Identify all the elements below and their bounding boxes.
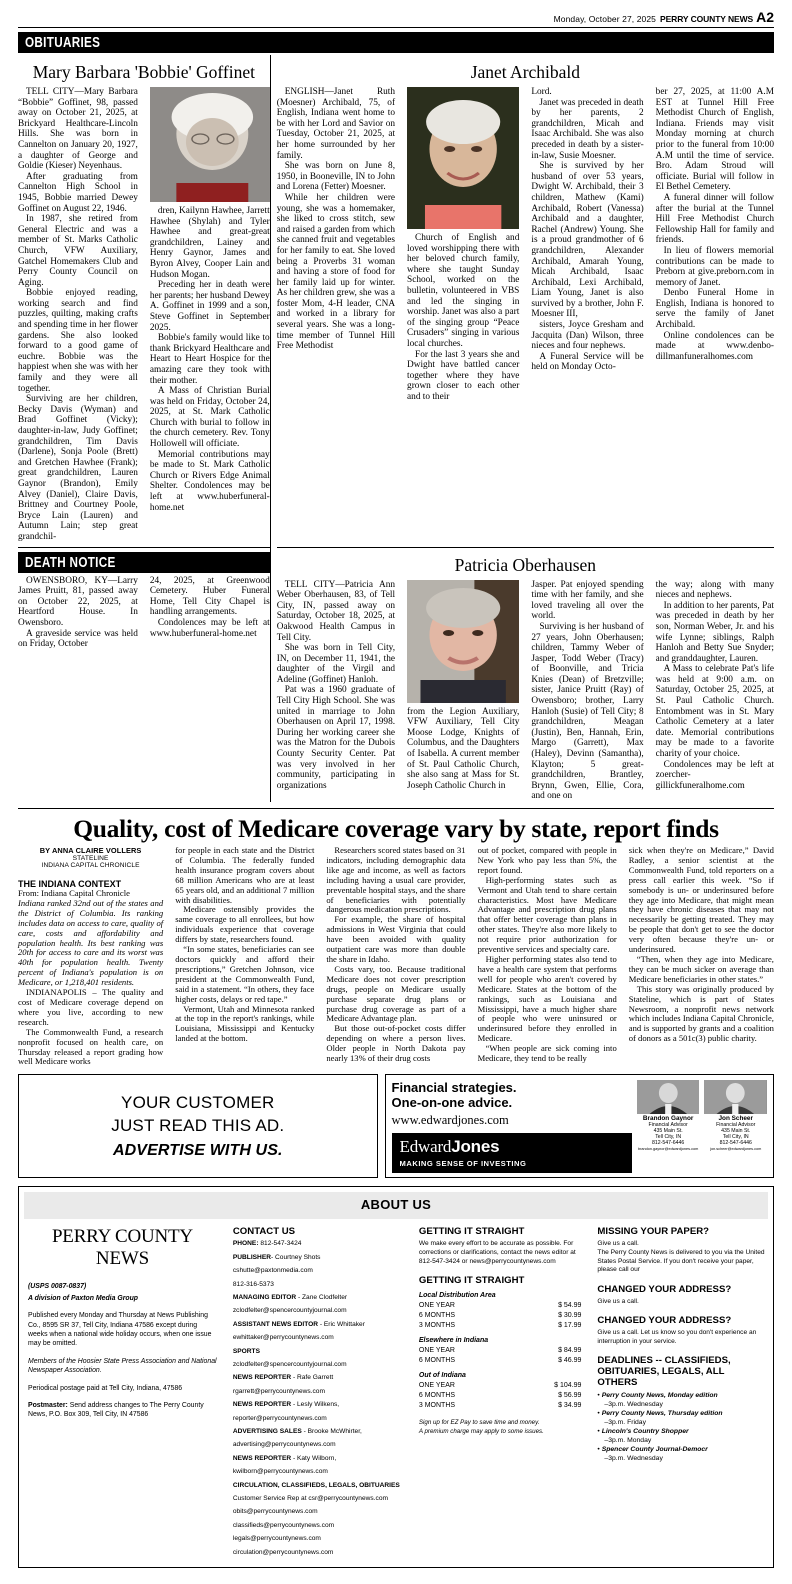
premium-charge-note: A premium charge may apply to some issues. bbox=[418, 1427, 544, 1435]
feature-para: The Commonwealth Fund, a research nonprofit focused on health care, on Thursday released a report grading how well Medicare works bbox=[18, 1026, 164, 1067]
rate-row bbox=[419, 1401, 582, 1411]
contact-value: legals@perrycountynews.com bbox=[232, 1535, 321, 1543]
advisor-card bbox=[704, 1080, 767, 1173]
rate-price: $ 34.99 bbox=[558, 1402, 582, 1410]
deadline-publication bbox=[597, 1391, 766, 1400]
obit-para: Memorial contributions may be made to St. Mark Catholic Church or Rivers Edge Animal Shelter. Condolences may be left at www.huberfuneral-home.net bbox=[149, 449, 270, 513]
contact-value: - Lesly Wilkens, bbox=[291, 1401, 340, 1409]
contact-entry bbox=[233, 1240, 403, 1248]
feature-byline-source: STATELINE bbox=[72, 855, 109, 862]
obit-para: A Mass of Christian Burial was held on Friday, October 24, 2025, at St. Mark Catholic Church with burial to follow in the church cemetery. Rev. Tony Hollowell will officiate. bbox=[149, 386, 270, 450]
rate-term: 6 MONTHS bbox=[418, 1357, 456, 1365]
feature-kicker: THE INDIANA CONTEXT bbox=[18, 879, 122, 889]
obit-para: dren, Kailynn Hawhee, Jarrett Hawhee (Shylah) and Tyler Hawhee and great-great grandchildren, Lainey and Henry Gaynor, James and Byron Alvey, Cooper Lain and Hudson Mogan. bbox=[149, 206, 270, 280]
contact-value: - Courtney Shots bbox=[270, 1253, 321, 1261]
contact-label: ASSISTANT NEWS EDITOR bbox=[232, 1320, 318, 1328]
death-notice-para: Condolences may be left at www.huberfuneral-home.net bbox=[149, 617, 270, 639]
section-divider bbox=[277, 547, 774, 548]
rate-term: 3 MONTHS bbox=[418, 1402, 456, 1410]
contact-label: PHONE: bbox=[232, 1240, 259, 1248]
obit-para: Surviving is her husband of 27 years, John Oberhausen; children, Tammy Weber of Jasper, Todd Weber (Tracy) of Boonville, and Tricia Knies (Dean) of Bretzville; sister, Janice Pruitt (Ray) of Owensboro; brother, Larry Hanloh (Susie) of Tell City; 8 grandchildren, Meagan (Justin), Ben, Hannah, Erin, Margo (Garrett), Max (Haley), Devinn (Samantha), Klayton; 5 great-grandchildren, Brantley, Brynn, Gwen, Ellie, Cora, and one on bbox=[531, 621, 644, 802]
obit-para: Condolences may be left at zoercher-gillickfuneralhome.com bbox=[655, 759, 774, 791]
obituary-oberhausen bbox=[270, 543, 774, 802]
obit-row-1 bbox=[18, 55, 774, 543]
obit-para: A Funeral Service will be held on Monday Octo- bbox=[531, 351, 644, 373]
ej-logo-tagline: MAKING SENSE OF INVESTING bbox=[399, 1159, 527, 1169]
contact-entry bbox=[233, 1374, 403, 1382]
feature-para: Medicare ostensibly provides the same coverage to all enrollees, but how individuals experience that coverage differs by state, researchers found. bbox=[175, 904, 315, 945]
deadline-time: –3p.m. Wednesday bbox=[604, 1455, 663, 1463]
contact-value: Customer Service Rep at csr@perrycountynews.com bbox=[232, 1495, 388, 1503]
contact-value: - Zane Clodfelter bbox=[296, 1293, 348, 1301]
about-service-col bbox=[589, 1226, 768, 1562]
rate-row bbox=[419, 1311, 582, 1321]
subscription-rates bbox=[419, 1292, 582, 1411]
obit-para: In lieu of flowers memorial contributions can be made to Preborn at give.preborn.com in memory of Janet. bbox=[655, 245, 774, 288]
contact-value: classifieds@perrycountynews.com bbox=[232, 1521, 335, 1529]
ez-pay-note: Sign up for EZ Pay to save time and money. bbox=[418, 1419, 540, 1427]
contact-entry bbox=[233, 1361, 403, 1369]
header-rule bbox=[18, 27, 774, 28]
rate-term: 3 MONTHS bbox=[418, 1322, 456, 1330]
contact-us-heading: CONTACT US bbox=[232, 1226, 296, 1238]
obit-para: Denbo Funeral Home in English, Indiana is honored to serve the family of Janet Archibald. bbox=[655, 288, 774, 331]
death-notice-para: A graveside service was held on Friday, October bbox=[18, 628, 138, 650]
contact-entry bbox=[233, 1495, 403, 1503]
contact-entry bbox=[233, 1468, 403, 1476]
about-us-box bbox=[18, 1186, 774, 1568]
feature-divider bbox=[18, 808, 774, 809]
deadline-publication bbox=[597, 1427, 766, 1436]
postage-statement: Periodical postage paid at Tell City, Indiana, 47586 bbox=[28, 1384, 183, 1392]
advisor-city: Tell City, IN bbox=[722, 1134, 749, 1141]
bullet-icon: • bbox=[597, 1410, 602, 1418]
missing-paper-line-2: The Perry County News is delivered to you via the United States Postal Service. If you don't receive your paper, please call our bbox=[597, 1248, 765, 1274]
rate-term: 6 MONTHS bbox=[418, 1312, 456, 1320]
ej-logo-word-2: Jones bbox=[451, 1137, 500, 1157]
ej-headline-2: One-on-one advice. bbox=[391, 1095, 513, 1111]
rate-row bbox=[419, 1301, 582, 1311]
contact-entry bbox=[233, 1388, 403, 1396]
contact-value: obits@perrycountynews.com bbox=[232, 1508, 318, 1516]
death-notice-para: 24, 2025, at Greenwood Cemetery. Huber Funeral Home, Tell City Chapel is handling arrangements. bbox=[149, 575, 270, 618]
obit-para: ENGLISH—Janet Ruth (Moesner) Archibald, 75, of English, Indiana went home to be with her Lord and Savior on Tuesday, October 21, 2025, at her home surrounded by her family. bbox=[276, 87, 396, 161]
rate-price: $ 84.99 bbox=[558, 1347, 582, 1355]
obit-para: TELL CITY—Mary Barbara “Bobbie” Goffinet, 98, passed away on October 21, 2025, at Brickyard Healthcare-Lincoln Hills. She was born in Cannelton on January 20, 1927, a daughter of George and Goldie (Kieser) Neyenhaus. bbox=[18, 87, 138, 172]
obit-para: ber 27, 2025, at 11:00 A.M EST at Tunnel Hill Free Methodist Church of English, Indiana. Friends may visit Monday morning at church prior to the funeral from 10:00 A.M until the time of service. Bro. Adam Stroud will officiate. Burial will follow in El Bethel Cemetery. bbox=[655, 87, 774, 193]
portrait-placeholder-icon bbox=[150, 87, 270, 202]
house-ad[interactable] bbox=[18, 1074, 378, 1178]
division-line: A division of Paxton Media Group bbox=[28, 1294, 139, 1302]
deadlines-list bbox=[597, 1391, 766, 1463]
contact-entry bbox=[233, 1281, 403, 1289]
obituary-goffinet bbox=[18, 55, 270, 543]
rate-term: ONE YEAR bbox=[418, 1382, 455, 1390]
feature-byline: BY ANNA CLAIRE VOLLERS bbox=[39, 846, 142, 855]
folio bbox=[18, 0, 774, 26]
obituaries-banner bbox=[18, 32, 774, 53]
deadline-time: –3p.m. Wednesday bbox=[604, 1401, 663, 1409]
ads-row bbox=[18, 1074, 774, 1178]
feature-para: “In some states, beneficiaries can see doctors quickly and afford their prescriptions,” Gretchen Johnson, vice president at the Commonwealth Fund, said in a statement. “In others, they face higher costs, delays or red tape.” bbox=[175, 944, 315, 1004]
advisor-photo-icon bbox=[704, 1080, 767, 1114]
obit-photo-archibald bbox=[407, 87, 519, 229]
publication-schedule: Published every Monday and Thursday at News Publishing Co., 8595 SR 37, Tell City, Indiana 47586 except during weeks when a national wide holiday occurs, when one issue may be omitted. bbox=[28, 1312, 212, 1348]
contact-entry bbox=[233, 1401, 403, 1409]
obit-para: For the last 3 years she and Dwight have battled cancer together where they have grown closer to each other and to their bbox=[407, 349, 520, 402]
deadline-time: –3p.m. Friday bbox=[604, 1419, 646, 1427]
association-memberships: Members of the Hoosier State Press Association and National Newspaper Association. bbox=[28, 1357, 217, 1375]
feature-para: Costs vary, too. Because traditional Medicare does not cover prescription drugs, people on Medicare usually purchase separate drug plans or purchase drug coverage as part of a Medicare Advantage plan. bbox=[326, 963, 466, 1024]
changed-address-text-1: Give us a call. bbox=[597, 1297, 639, 1305]
rate-price: $ 30.99 bbox=[558, 1312, 582, 1320]
ej-url[interactable]: www.edwardjones.com bbox=[391, 1113, 509, 1128]
feature-para: But those out-of-pocket costs differ depending on where a person lives. Older people in North Dakota pay nearly 13% of their drug costs bbox=[326, 1023, 466, 1064]
feature-byline-outlet: INDIANA CAPITAL CHRONICLE bbox=[41, 862, 140, 869]
obit-para: from the Legion Auxiliary, VFW Auxiliary, Tell City Moose Lodge, Knights of Columbus, and the Daughters of Isabella. A current member of St. Paul Catholic Church, she also sang at Mass for St. Joseph Catholic Church in bbox=[407, 706, 520, 791]
section-divider bbox=[18, 547, 270, 548]
contact-entry bbox=[233, 1535, 403, 1543]
changed-address-heading-2: CHANGED YOUR ADDRESS? bbox=[597, 1315, 732, 1327]
feature-para: Vermont, Utah and Minnesota ranked at the top in the report's rankings, while Louisiana, Mississippi and Kentucky landed at the bottom. bbox=[175, 1003, 315, 1044]
feature-para: For example, the share of hospital admissions in West Virginia that could have been avoided with quality outpatient care was more than double the share in Idaho. bbox=[326, 914, 466, 964]
feature-para: sick when they're on Medicare,” David Radley, a senior scientist at the Commonwealth Fund, told reporters on a press call earlier this week. “So if somebody is un- or underinsured before they age into Medicare, that might mean they have chronic diseases that may not necessarily be getting treated. They may be people that don't get to see the doctor very often because they're un- or underinsured. bbox=[628, 845, 774, 955]
obit-name-oberhausen: Patricia Oberhausen bbox=[454, 554, 597, 575]
contact-value: kwilborn@perrycountynews.com bbox=[232, 1468, 328, 1476]
obit-para: In 1987, she retired from General Electric and was a member of St. Marks Catholic Church, VFW Auxiliary, Gatchel Homemakers Club and Perry County Council on Aging. bbox=[18, 214, 138, 288]
contact-entry bbox=[233, 1348, 403, 1356]
rate-price: $ 46.99 bbox=[558, 1357, 582, 1365]
obit-name-goffinet: Mary Barbara 'Bobbie' Goffinet bbox=[32, 62, 255, 82]
rate-term: ONE YEAR bbox=[418, 1302, 455, 1310]
obit-para: Online condolences can be made at www.denbo-dillmanfuneralhomes.com bbox=[655, 330, 774, 362]
feature-para: INDIANAPOLIS – The quality and cost of Medicare coverage depend on where you live, according to new research. bbox=[18, 987, 164, 1027]
advisor-card bbox=[637, 1080, 700, 1173]
rate-price: $ 104.99 bbox=[554, 1382, 582, 1390]
contact-value: - Brooke McWhirter, bbox=[301, 1428, 362, 1435]
postmaster-statement bbox=[28, 1401, 217, 1420]
changed-address-heading-1: CHANGED YOUR ADDRESS? bbox=[597, 1283, 732, 1295]
rate-row bbox=[419, 1356, 582, 1366]
about-rates-col bbox=[411, 1226, 590, 1562]
obit-para: sisters, Joyce Gresham and Jacquita (Dan) Wilson, three nieces and four nephews. bbox=[531, 320, 644, 352]
feature-para: High-performing states such as Vermont and Utah tend to share certain characteristics. Most have Medicare Advantage and prescription drug plans that offer better coverage than plans in other states. They're also more likely to not require prior authorization for preventive services and specialty care. bbox=[477, 874, 617, 955]
deadline-time: –3p.m. Monday bbox=[604, 1437, 652, 1445]
obit-para: She was born in Tell City, IN, on December 11, 1941, the daughter of the Virgil and Adeline (Goffinet) Hanloh. bbox=[276, 643, 396, 685]
contact-label: PUBLISHER bbox=[232, 1253, 271, 1261]
contact-value: circulation@perrycountynews.com bbox=[232, 1548, 334, 1556]
obit-photo-oberhausen bbox=[407, 580, 519, 703]
portrait-placeholder-icon bbox=[407, 580, 519, 703]
advisor-email: jon.scheer@edwardjones.com bbox=[710, 1147, 762, 1152]
contact-label: ADVERTISING SALES bbox=[232, 1428, 302, 1435]
obit-photo-goffinet bbox=[150, 87, 270, 202]
contact-list bbox=[233, 1240, 403, 1557]
contact-value: - Eric Whittaker bbox=[318, 1320, 365, 1328]
feature-para: “Then, when they age into Medicare, they can be much sicker on average than Medicare beneficiaries in other states.” bbox=[628, 953, 774, 984]
obit-para: While her children were young, she was a homemaker, she liked to cross stitch, sew and raised a garden from which she canned fruit and vegetables for her family to eat. She loved being a Proverbs 31 woman and having a store of food for her family laid up for winter. As her children grew, she was a foster Mom, 4-H leader, CNA and worked in a library for several years. She was a long-time member of Tunnel Hill Free Methodist bbox=[276, 192, 396, 352]
folio-paper-name: PERRY COUNTY NEWS bbox=[660, 14, 754, 24]
contact-value: 812-316-5373 bbox=[232, 1280, 274, 1288]
contact-entry bbox=[233, 1441, 403, 1449]
folio-page-number: A2 bbox=[756, 9, 774, 25]
about-us-banner bbox=[24, 1192, 768, 1219]
advisor-photo-icon bbox=[637, 1080, 700, 1114]
obit-para: Bobbie's family would like to thank Brickyard Healthcare and Heart to Heart Hospice for the amazing care they took with their mother. bbox=[149, 333, 270, 386]
contact-value: rgarrett@perrycountynews.com bbox=[232, 1387, 325, 1395]
bullet-icon: • bbox=[597, 1446, 602, 1454]
house-ad-line-1: YOUR CUSTOMER bbox=[121, 1092, 275, 1112]
rate-row bbox=[419, 1381, 582, 1391]
obit-para: A funeral dinner will follow after the burial at the Tunnel Hill Free Methodist Church Fellowship Hall for family and friends. bbox=[655, 192, 774, 246]
advisor-phone: 812-547-6446 bbox=[719, 1140, 752, 1147]
advisor-title: Financial Advisor bbox=[716, 1122, 756, 1129]
contact-entry bbox=[233, 1321, 403, 1329]
contact-entry bbox=[233, 1522, 403, 1530]
about-contact-col bbox=[225, 1226, 411, 1562]
death-notice-para: OWENSBORO, KY—Larry James Pruitt, 81, passed away on October 22, 2025, at Heartford House. In Owensboro. bbox=[18, 575, 138, 628]
deadline-publication-name: Perry County News, Thursday edition bbox=[601, 1410, 723, 1418]
deadline-publication bbox=[597, 1409, 766, 1418]
contact-value: cshutte@paxtonmedia.com bbox=[232, 1267, 313, 1275]
contact-entry bbox=[233, 1334, 403, 1342]
obit-para: Jasper. Pat enjoyed spending time with her family, and she loved traveling all over the world. bbox=[531, 579, 644, 622]
contact-value: - Katy Wilborn, bbox=[291, 1454, 337, 1462]
contact-label: SPORTS bbox=[232, 1347, 260, 1355]
contact-entry bbox=[233, 1415, 403, 1423]
contact-entry bbox=[233, 1482, 403, 1490]
obit-name-archibald: Janet Archibald bbox=[470, 62, 581, 82]
house-ad-line-2: JUST READ THIS AD. bbox=[111, 1115, 285, 1135]
portrait-placeholder-icon bbox=[407, 87, 519, 229]
feature-para: “When people are sick coming into Medicare, they tend to be really bbox=[477, 1043, 617, 1064]
changed-address-text-2: Give us a call. Let us know so you don't experience an interruption in your service. bbox=[597, 1329, 757, 1345]
feature-para: for people in each state and the District of Columbia. The federally funded health insurance program covers about 68 million Americans who are at least 65 years old, and an additional 7 million with disabilities. bbox=[175, 845, 315, 905]
obit-para: She is survived by her husband of over 53 years, Dwight W. Archibald, their 3 children, Mathew (Kami) Archibald, Robert (Vanessa) Archibald and a daughter, Rachel (Andrew) Young. She is a proud grandmother of 6 grandchildren, Alexander Archibald, Amarah Young, Micah Archibald, Isaac Archibald, Lexi Archibald, Liam Young, Janet is also survived by a brother, John F. Moesner III, bbox=[531, 161, 644, 320]
advisor-city: Tell City, IN bbox=[655, 1134, 682, 1141]
obit-para: Surviving are her children, Becky Davis (Wyman) and Brad Goffinet (Vicky); daughter-in-law, Judy Goffinet; grandchildren, Tim Davis (Darlene), Sonja Poole (Brett) and Gretchen Hawhee (Frank); great grandchildren, Lauren Gaynor (Brandon), Emily Alvey (Daniel), Claire Davis, Brittney and Courtney Poole, Bryce Lain (Lauren) and Autumn Lain; step great grandchil- bbox=[18, 394, 138, 542]
feature-para: Indiana ranked 32nd out of the states and the District of Columbia. Its ranking includes data on access to care, quality of care, costs and affordability and population health. Its best ranking was 20th for access to care and its worst was 40th for population health. Twenty percent of Indiana's population is on Medicare, or 1,218,401 residents. bbox=[18, 897, 164, 988]
advisor-name: Jon Scheer bbox=[718, 1115, 753, 1123]
deadline-publication bbox=[597, 1445, 766, 1454]
contact-label: MANAGING EDITOR bbox=[232, 1293, 297, 1301]
obituaries-banner-label: OBITUARIES bbox=[25, 34, 101, 51]
rate-term: 6 MONTHS bbox=[418, 1392, 456, 1400]
contact-value: 812-547-3424 bbox=[258, 1240, 302, 1248]
deadline-publication-name: Spencer County Journal-Democr bbox=[601, 1446, 708, 1454]
rate-term: ONE YEAR bbox=[418, 1347, 455, 1355]
obit-para: Bobbie enjoyed reading, working search and find puzzles, quilting, making crafts and spending time in her flower gardens. She also looked forward to a good game of euchre. Bobbie was the happiest when she was with her family and they were all together. bbox=[18, 288, 138, 394]
deadlines-heading: DEADLINES -- CLASSIFIEDS, OBITUARIES, LEGALS, ALL OTHERS bbox=[597, 1355, 731, 1389]
death-notice-banner-label: DEATH NOTICE bbox=[25, 553, 116, 571]
missing-paper-line-1: Give us a call. bbox=[597, 1240, 639, 1248]
deadline-publication-name: Perry County News, Monday edition bbox=[601, 1392, 718, 1400]
house-ad-line-3: ADVERTISE WITH US. bbox=[113, 1141, 283, 1159]
contact-label: CIRCULATION, CLASSIFIEDS, LEGALS, OBITUARIES bbox=[232, 1481, 400, 1489]
ej-logo bbox=[392, 1133, 632, 1173]
feature-para: Higher performing states also tend to have a health care system that performs well for people who aren't covered by Medicare. States at the bottom of the rankings, such as Louisiana and Mississippi, have a much higher share of people who were uninsured or underinsured before they enrolled in Medicare. bbox=[477, 953, 617, 1044]
feature-para: Researchers scored states based on 31 indicators, including demographic data like age and income, as well as factors including having a usual care provider, preventable hospital stays, and the share of beneficiaries with potentially dangerous medication prescriptions. bbox=[326, 845, 466, 915]
contact-value: zclodfelter@spencercountyjournal.com bbox=[232, 1360, 347, 1368]
deadline-publication-name: Lincoln's Country Shopper bbox=[601, 1428, 689, 1436]
rate-price: $ 56.99 bbox=[558, 1392, 582, 1400]
postmaster-label: Postmaster: bbox=[28, 1401, 68, 1409]
feature-headline: Quality, cost of Medicare coverage vary by state, report finds bbox=[73, 814, 719, 843]
contact-label: NEWS REPORTER bbox=[232, 1454, 292, 1462]
feature-para: This story was originally produced by Stateline, which is part of States Newsroom, a nonprofit news network which includes Indiana Capital Chronicle, and is supported by grants and a coalition of donors as a 501c(3) public charity. bbox=[628, 983, 774, 1044]
obit-para: Preceding her in death were her parents; her husband Dewey A. Goffinet in 1999 and a son, Steve Goffinet in September 2025. bbox=[149, 280, 270, 333]
contact-entry bbox=[233, 1294, 403, 1302]
contact-label: NEWS REPORTER bbox=[232, 1401, 292, 1409]
advisor-email: brandon.gaynor@edwardjones.com bbox=[638, 1147, 699, 1152]
rate-price: $ 54.99 bbox=[558, 1302, 582, 1310]
contact-entry bbox=[233, 1307, 403, 1315]
contact-value: zclodfelter@spencercountyjournal.com bbox=[232, 1307, 347, 1315]
ej-logo-word-1: Edward bbox=[399, 1137, 452, 1157]
contact-label: NEWS REPORTER bbox=[232, 1374, 292, 1382]
postmaster-text: Send address changes to The Perry County News, P.O. Box 309, Tell City, IN 47586 bbox=[28, 1401, 204, 1419]
usps-number: (USPS 0087-0837) bbox=[28, 1283, 87, 1291]
contact-value: reporter@perrycountynews.com bbox=[232, 1414, 327, 1422]
obit-row-2 bbox=[18, 543, 774, 802]
rate-row bbox=[419, 1391, 582, 1401]
missing-paper-heading: MISSING YOUR PAPER? bbox=[597, 1226, 710, 1238]
contact-entry bbox=[233, 1549, 403, 1557]
rate-group-title: Elsewhere in Indiana bbox=[418, 1337, 489, 1345]
bullet-icon: • bbox=[597, 1392, 602, 1400]
ej-logo-text bbox=[400, 1137, 624, 1157]
obit-para: In addition to her parents, Pat was preceded in death by her son, Norman Weber, Jr. and his wife Lynne; siblings, Ralph Hanloh and Betty Sue Snyder; and granddaughter, Lauren. bbox=[655, 600, 774, 664]
rate-group-title: Local Distribution Area bbox=[418, 1292, 496, 1300]
contact-entry bbox=[233, 1455, 403, 1463]
rate-row bbox=[419, 1321, 582, 1331]
contact-entry bbox=[233, 1254, 403, 1262]
rate-row bbox=[419, 1346, 582, 1356]
edward-jones-ad[interactable] bbox=[385, 1074, 774, 1178]
advisor-phone: 812-547-6446 bbox=[651, 1140, 685, 1147]
obit-para: After graduating from Cannelton High School in 1945, Bobbie married Dewey Goffinet on August 22, 1946. bbox=[18, 171, 138, 214]
masthead-title: PERRY COUNTY NEWS bbox=[51, 1226, 193, 1270]
obit-para: She was born on June 8, 1950, in Booneville, IN to John and Lorena (Fetter) Moesner. bbox=[276, 161, 396, 193]
obituary-archibald bbox=[270, 55, 774, 543]
contact-value: - Rafe Garrett bbox=[291, 1374, 334, 1382]
getting-it-straight-heading: GETTING IT STRAIGHT bbox=[418, 1226, 525, 1238]
bullet-icon: • bbox=[597, 1428, 602, 1436]
about-us-banner-label: ABOUT US bbox=[360, 1197, 432, 1213]
contact-value: advertising@perrycountynews.com bbox=[232, 1441, 336, 1449]
rate-group-title: Out of Indiana bbox=[418, 1372, 466, 1380]
getting-it-straight-heading-2: GETTING IT STRAIGHT bbox=[418, 1275, 525, 1287]
contact-entry bbox=[233, 1428, 403, 1436]
feature-body bbox=[18, 846, 774, 1067]
advisor-title: Financial Advisor bbox=[648, 1122, 688, 1129]
obit-para: Lord. bbox=[531, 87, 552, 97]
advisor-name: Brandon Gaynor bbox=[642, 1115, 694, 1123]
about-masthead-col bbox=[24, 1226, 225, 1562]
ej-headline-1: Financial strategies. bbox=[391, 1080, 517, 1096]
advisor-address: 435 Main St. bbox=[721, 1128, 751, 1135]
contact-value: ewhittaker@perrycountynews.com bbox=[232, 1334, 334, 1342]
obit-para: the way; along with many nieces and nephews. bbox=[655, 579, 774, 601]
feature-para: out of pocket, compared with people in New York who pay less than 5%, the report found. bbox=[477, 845, 617, 875]
rate-price: $ 17.99 bbox=[558, 1322, 582, 1330]
death-notice-banner bbox=[18, 552, 270, 573]
obit-para: TELL CITY—Patricia Ann Weber Oberhausen, 83, of Tell City, IN, passed away on Saturday, October 18, 2025, at Oakwood Health Campus in Tell City. bbox=[276, 579, 396, 643]
contact-entry bbox=[233, 1267, 403, 1275]
getting-it-straight-text: We make every effort to be accurate as possible. For corrections or clarifications, contact the news editor at 812-547-3424 or news@perrycountynews.com bbox=[418, 1240, 576, 1265]
contact-entry bbox=[233, 1508, 403, 1516]
obit-para: A Mass to celebrate Pat's life was held at 9:00 a.m. on Saturday, October 25, 2025, at St. Paul Catholic Church. Entombment was in St. Mary Catholic Cemetery at a later date. Memorial contributions may be made to a favorite charity of your choice. bbox=[655, 664, 774, 760]
advisor-address: 435 Main St. bbox=[653, 1128, 683, 1135]
folio-date: Monday, October 27, 2025 bbox=[553, 14, 657, 24]
obit-para: Church of English and loved worshipping there with her beloved church family, where she taught Sunday School, worked on the bulletin, volunteered in VBS and led the singing in worship. Janet was also a part of the singing group “Peace Crusaders” singing in various local churches. bbox=[407, 233, 520, 349]
feature-para: From: Indiana Capital Chronicle bbox=[18, 888, 130, 898]
obit-para: Janet was preceded in death by her parents, 2 grandchildren, Micah and Isaac Archibald. She was also preceded in death by a sister-in-law, Susie Moesner. bbox=[531, 97, 644, 161]
obit-para: Pat was a 1960 graduate of Tell City High School. She was united in marriage to John Oberhausen on April 17, 1998. During her working career she was the Matron for the Dubois County Security Center. Pat was very involved in her community, participating in organizations bbox=[276, 685, 396, 791]
